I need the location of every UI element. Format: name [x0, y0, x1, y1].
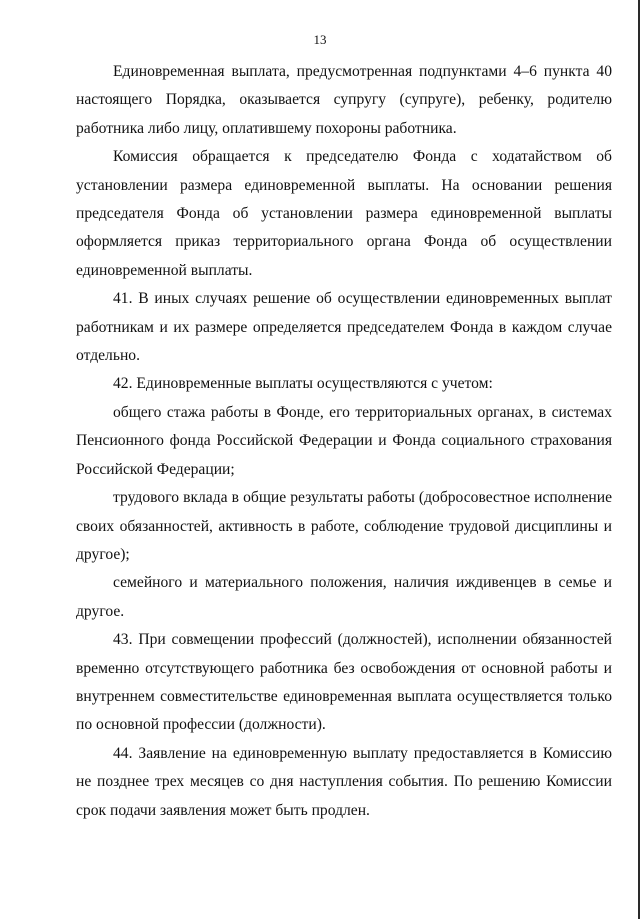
paragraph-item-42-family: семейного и материального положения, наличия иждивенцев в семье и другое. [76, 574, 612, 620]
document-body [76, 58, 612, 825]
paragraph-item-44: 44. Заявление на единовременную выплату предоставляется в Комиссию не позднее трех месяцев со дня наступления события. По решению Комиссии срок подачи заявления может быть продлен. [76, 744, 612, 819]
paragraph-item-43: 43. При совмещении профессий (должностей), исполнении обязанностей временно отсутствующего работника без освобождения от основной работы и внутреннем совместительстве единовременная выплата осуществляется только по основной профессии (должности). [76, 631, 612, 734]
paragraph-item-42-seniority: общего стажа работы в Фонде, его территориальных органах, в системах Пенсионного фонда Российской Федерации и Фонда социального страхования Российской Федерации; [76, 403, 612, 478]
paragraph-recipients: Единовременная выплата, предусмотренная подпунктами 4–6 пункта 40 настоящего Порядка, оказывается супругу (супруге), ребенку, родителю работника либо лицу, оплатившему похороны работника. [76, 63, 612, 137]
paragraph-item-42-contribution: трудового вклада в общие результаты работы (добросовестное исполнение своих обязанностей, активность в работе, соблюдение трудовой дисциплины и другое); [76, 489, 612, 563]
paragraph-item-41: 41. В иных случаях решение об осуществлении единовременных выплат работникам и их размере определяется председателем Фонда в каждом случае отдельно. [76, 290, 612, 365]
paragraph-commission-petition: Комиссия обращается к председателю Фонда с ходатайством об установлении размера единовременной выплаты. На основании решения председателя Фонда об установлении размера единовременной выплаты оформляется приказ территориального органа Фонда об осуществлении единовременной выплаты. [76, 148, 612, 279]
page-number: 13 [313, 32, 327, 47]
paragraph-item-42: 42. Единовременные выплаты осуществляются с учетом: [113, 375, 493, 393]
